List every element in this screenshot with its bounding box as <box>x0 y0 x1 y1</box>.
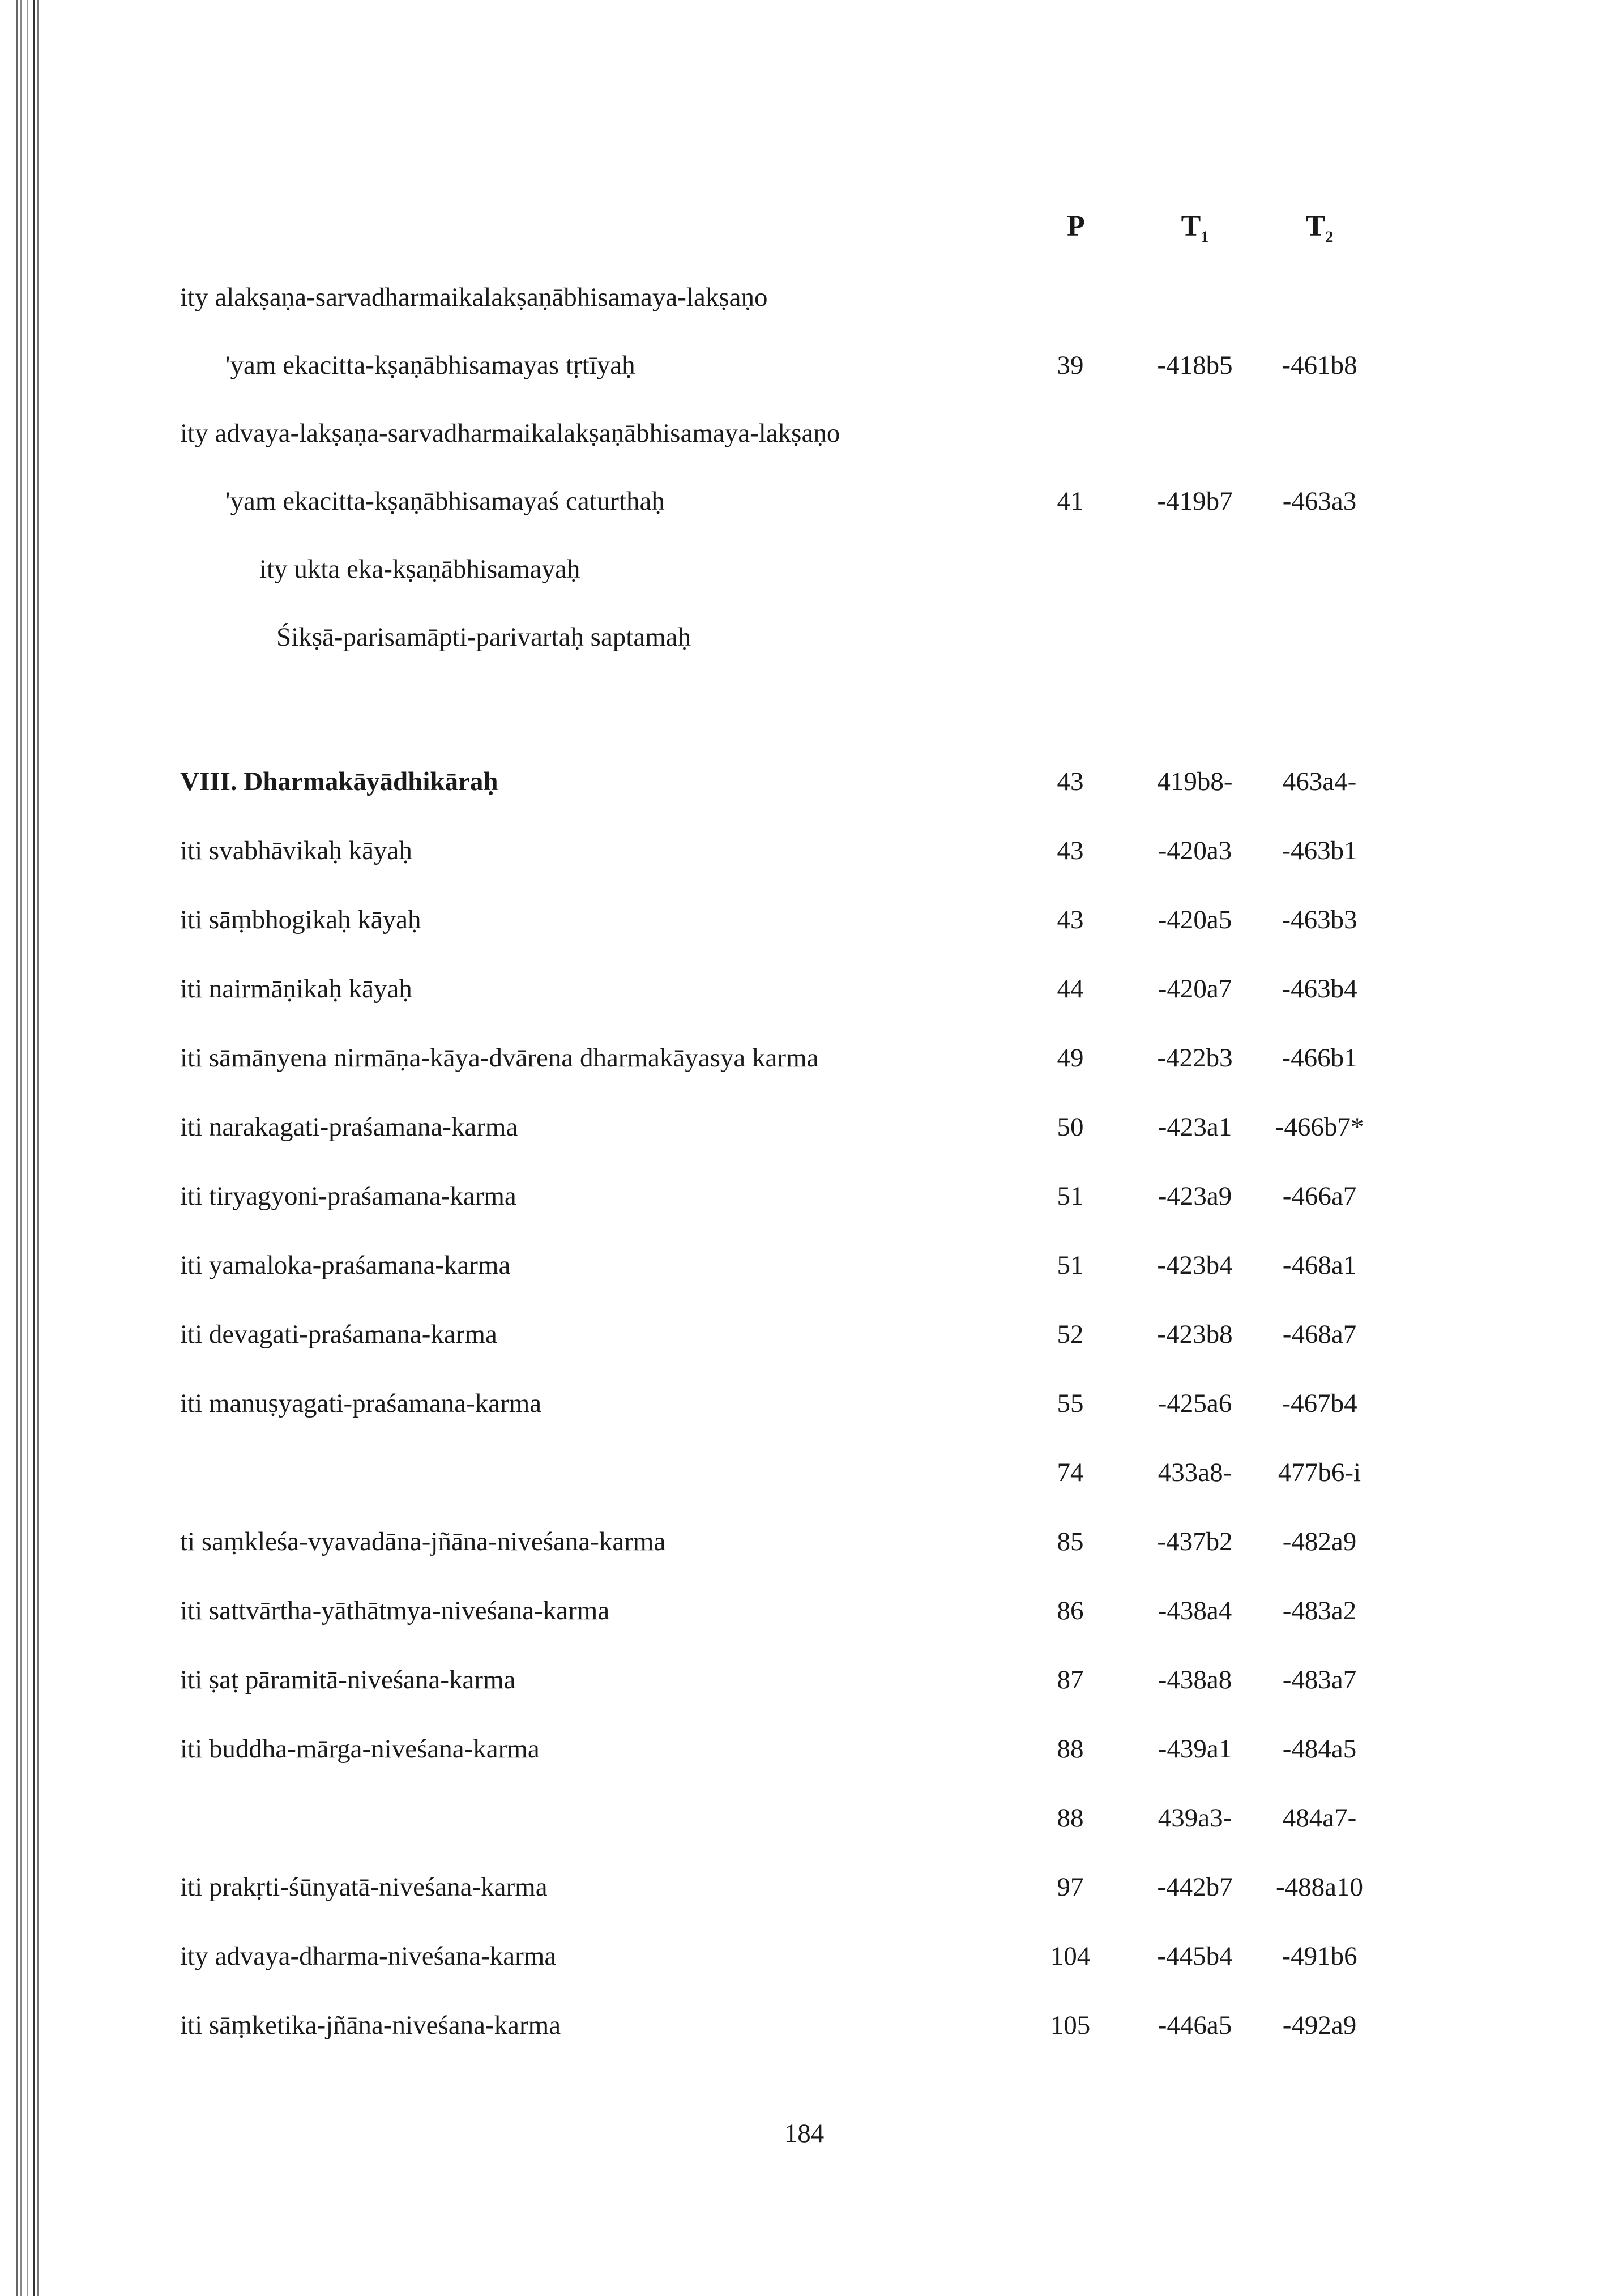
table-row <box>0 966 1623 1012</box>
row-t1: -439a1 <box>1158 1734 1232 1764</box>
row-t2: -463b4 <box>1282 974 1357 1004</box>
row-text: iti devagati-praśamana-karma <box>180 1320 497 1349</box>
row-t1: 433a8- <box>1158 1458 1232 1487</box>
table-row <box>0 1035 1623 1081</box>
row-text: ity advaya-lakṣaṇa-sarvadharmaikalakṣaṇābhisamaya-lakṣaṇo <box>180 419 840 448</box>
row-text: iti svabhāvikaḥ kāyaḥ <box>180 836 412 865</box>
row-p: 86 <box>1057 1596 1084 1625</box>
row-text: iti sāṃketika-jñāna-niveśana-karma <box>180 2011 561 2040</box>
row-t1: -423a1 <box>1158 1112 1232 1142</box>
row-p: 88 <box>1057 1734 1084 1764</box>
row-t1: -442b7 <box>1157 1872 1233 1902</box>
row-t1: -423a9 <box>1158 1181 1232 1211</box>
row-p: 43 <box>1057 836 1084 865</box>
row-text: iti yamaloka-praśamana-karma <box>180 1251 511 1280</box>
table-row <box>0 897 1623 942</box>
table-row <box>0 1588 1623 1633</box>
row-t2: -466b1 <box>1282 1043 1357 1073</box>
table-row <box>0 1934 1623 1979</box>
row-t2: -466b7* <box>1275 1112 1364 1142</box>
table-row <box>0 1312 1623 1357</box>
row-t2: -488a10 <box>1275 1872 1363 1902</box>
row-t2: -463b1 <box>1282 836 1357 865</box>
row-text: iti ṣaṭ pāramitā-niveśana-karma <box>180 1665 516 1695</box>
row-t2: -492a9 <box>1282 2011 1357 2040</box>
row-p: 43 <box>1057 905 1084 934</box>
row-p: 44 <box>1057 974 1084 1004</box>
row-text: 'yam ekacitta-kṣaṇābhisamayaś caturthaḥ <box>225 486 665 516</box>
row-p: 55 <box>1057 1389 1084 1418</box>
row-t2: -463b3 <box>1282 905 1357 934</box>
row-t2: 477b6-i <box>1278 1458 1361 1487</box>
row-text: Śikṣā-parisamāpti-parivartaḥ saptamaḥ <box>276 622 691 652</box>
table-row <box>0 1243 1623 1288</box>
row-p: 88 <box>1057 1803 1084 1833</box>
table-row <box>0 1381 1623 1426</box>
table-row <box>0 1726 1623 1772</box>
row-text: ity advaya-dharma-niveśana-karma <box>180 1941 557 1971</box>
row-p: 52 <box>1057 1320 1084 1349</box>
section-heading: VIII. Dharmakāyādhikāraḥ <box>180 767 498 796</box>
table-row <box>0 275 1623 320</box>
row-t1: -420a3 <box>1158 836 1232 865</box>
row-t1: -418b5 <box>1157 351 1233 380</box>
row-text: 'yam ekacitta-kṣaṇābhisamayas tṛtīyaḥ <box>225 351 635 380</box>
row-p: 39 <box>1057 351 1084 380</box>
row-t1: -423b4 <box>1157 1251 1233 1280</box>
row-t2: -483a2 <box>1282 1596 1357 1625</box>
row-p: 51 <box>1057 1251 1084 1280</box>
row-text: ity alakṣaṇa-sarvadharmaikalakṣaṇābhisamaya-lakṣaṇo <box>180 283 768 312</box>
table-row <box>0 1104 1623 1150</box>
row-t2: 484a7- <box>1282 1803 1357 1833</box>
row-text: iti sāṃbhogikaḥ kāyaḥ <box>180 905 421 934</box>
table-row <box>0 343 1623 388</box>
row-p: 104 <box>1050 1941 1091 1971</box>
row-t1: -446a5 <box>1158 2011 1232 2040</box>
row-text: ti saṃkleśa-vyavadāna-jñāna-niveśana-karma <box>180 1527 666 1556</box>
row-t1: -438a4 <box>1158 1596 1232 1625</box>
row-t2: 463a4- <box>1282 767 1357 796</box>
row-t1: -423b8 <box>1157 1320 1233 1349</box>
table-row <box>0 547 1623 592</box>
row-t1: -420a5 <box>1158 905 1232 934</box>
row-t2: -466a7 <box>1282 1181 1357 1211</box>
table-row <box>0 1173 1623 1219</box>
row-t2: -467b4 <box>1282 1389 1357 1418</box>
row-t1: -419b7 <box>1157 486 1233 516</box>
row-text: iti narakagati-praśamana-karma <box>180 1112 518 1142</box>
row-text: iti manuṣyagati-praśamana-karma <box>180 1389 542 1418</box>
table-row <box>0 479 1623 524</box>
row-t1: -437b2 <box>1157 1527 1233 1556</box>
row-t1: -425a6 <box>1158 1389 1232 1418</box>
table-row <box>0 828 1623 873</box>
table-row <box>0 1450 1623 1495</box>
table-row <box>0 1657 1623 1702</box>
section-heading-row <box>0 759 1623 804</box>
row-p: 97 <box>1057 1872 1084 1902</box>
row-p: 85 <box>1057 1527 1084 1556</box>
row-p: 51 <box>1057 1181 1084 1211</box>
row-t2: -483a7 <box>1282 1665 1357 1695</box>
table-row <box>0 1519 1623 1564</box>
row-t2: -468a1 <box>1282 1251 1357 1280</box>
table-row <box>0 411 1623 456</box>
row-text: iti sattvārtha-yāthātmya-niveśana-karma <box>180 1596 610 1625</box>
table-row <box>0 1864 1623 1910</box>
row-text: iti tiryagyoni-praśamana-karma <box>180 1181 516 1211</box>
row-t2: -491b6 <box>1282 1941 1357 1971</box>
row-text: iti buddha-mārga-niveśana-karma <box>180 1734 540 1764</box>
row-t1: -445b4 <box>1157 1941 1233 1971</box>
row-p: 74 <box>1057 1458 1084 1487</box>
row-text: iti sāmānyena nirmāṇa-kāya-dvārena dharmakāyasya karma <box>180 1043 819 1073</box>
row-p: 49 <box>1057 1043 1084 1073</box>
column-header-t1: $T_1$ <box>1181 210 1209 246</box>
row-text: iti nairmāṇikaḥ kāyaḥ <box>180 974 412 1004</box>
row-p: 50 <box>1057 1112 1084 1142</box>
row-p: 105 <box>1050 2011 1091 2040</box>
column-header-row <box>0 210 1623 255</box>
row-t2: -484a5 <box>1282 1734 1357 1764</box>
row-p: 41 <box>1057 486 1084 516</box>
row-t1: 439a3- <box>1158 1803 1232 1833</box>
row-t1: -420a7 <box>1158 974 1232 1004</box>
column-header-p: P <box>1067 210 1085 242</box>
column-header-t2: $T_2$ <box>1305 210 1334 246</box>
row-t2: -463a3 <box>1282 486 1357 516</box>
row-t1: -422b3 <box>1157 1043 1233 1073</box>
row-t2: -461b8 <box>1282 351 1357 380</box>
row-t1: 419b8- <box>1157 767 1233 796</box>
row-t2: -468a7 <box>1282 1320 1357 1349</box>
row-text: ity ukta eka-kṣaṇābhisamayaḥ <box>259 554 580 584</box>
table-row <box>0 614 1623 660</box>
table-row <box>0 1795 1623 1841</box>
row-text: iti prakṛti-śūnyatā-niveśana-karma <box>180 1872 548 1902</box>
row-p: 87 <box>1057 1665 1084 1695</box>
page-number: 184 <box>784 2119 825 2148</box>
row-t2: -482a9 <box>1282 1527 1357 1556</box>
row-p: 43 <box>1057 767 1084 796</box>
table-row <box>0 2003 1623 2048</box>
row-t1: -438a8 <box>1158 1665 1232 1695</box>
